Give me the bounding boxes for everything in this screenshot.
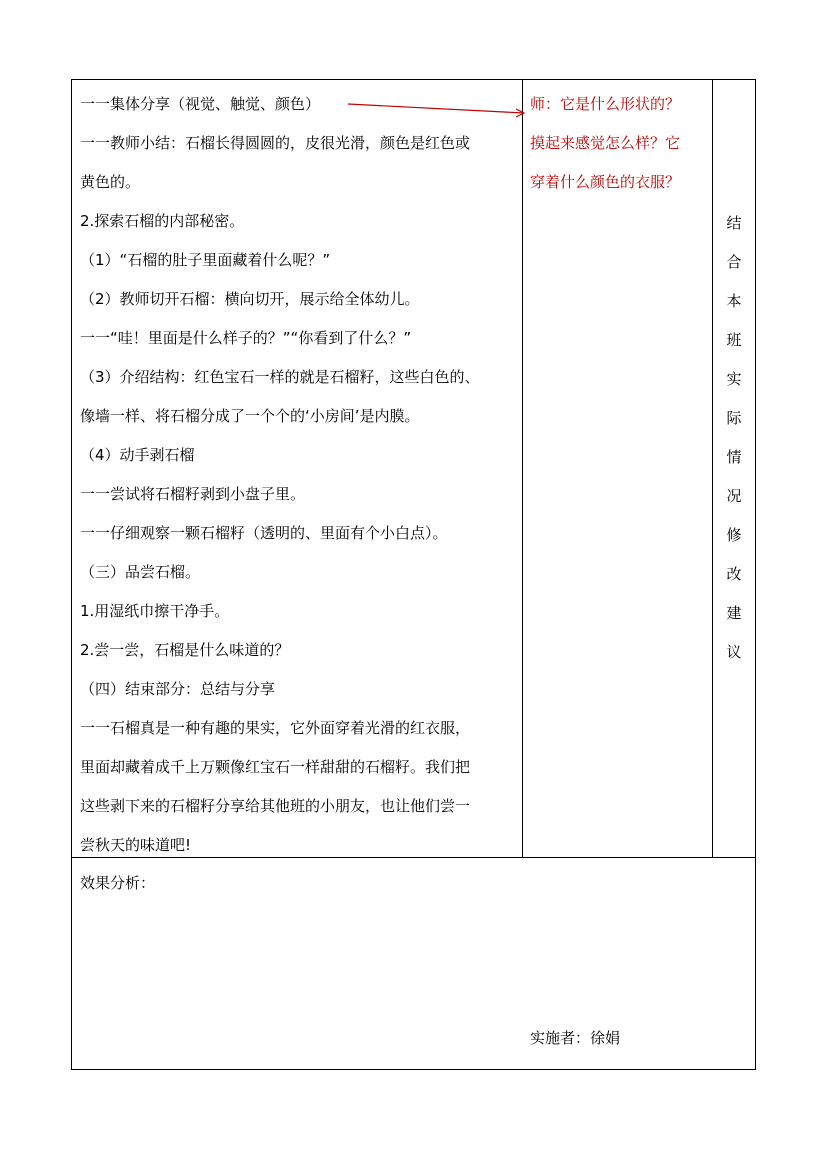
main-line: （1）“石榴的肚子里面藏着什么呢？” [80,251,331,269]
main-line: （四）结束部分：总结与分享 [80,680,276,698]
side-char: 况 [726,487,742,505]
main-line: 2.探索石榴的内部秘密。 [80,212,245,230]
annotation-line: 穿着什么颜色的衣服？ [530,173,681,191]
main-line: 一一教师小结：石榴长得圆圆的，皮很光滑，颜色是红色或 [80,134,471,152]
main-line: 一一尝试将石榴籽剥到小盘子里。 [80,485,306,503]
effect-analysis-label: 效果分析： [80,874,156,892]
side-char: 修 [726,526,742,544]
side-char: 班 [726,331,742,349]
side-char: 改 [726,565,742,583]
annotation-line: 摸起来感觉怎么样？它 [530,134,681,152]
main-line: （3）介绍结构：红色宝石一样的就是石榴籽，这些白色的、 [80,368,480,386]
main-line: 一一集体分享（视觉、触觉、颜色） [80,95,321,113]
main-line: （2）教师切开石榴：横向切开，展示给全体幼儿。 [80,290,420,308]
main-line: （三）品尝石榴。 [80,563,201,581]
side-char: 本 [726,292,742,310]
main-line: （4）动手剥石榴 [80,446,195,464]
side-char: 情 [726,448,742,466]
side-char: 建 [726,604,742,622]
main-line: 尝秋天的味道吧! [80,836,192,854]
annotation-line: 师：它是什么形状的？ [530,95,681,113]
main-line: 这些剥下来的石榴籽分享给其他班的小朋友，也让他们尝一 [80,797,471,815]
main-line: 1.用湿纸巾擦干净手。 [80,602,230,620]
side-char: 际 [726,409,742,427]
main-line: 一一“哇！里面是什么样子的？”“你看到了什么？” [80,329,412,347]
main-line: 2.尝一尝，石榴是什么味道的？ [80,641,290,659]
main-line: 里面却藏着成千上万颗像红宝石一样甜甜的石榴籽。我们把 [80,758,471,776]
main-line: 一一仔细观察一颗石榴籽（透明的、里面有个小白点）。 [80,524,448,542]
side-char: 结 [726,214,742,232]
main-line: 像墙一样、将石榴分成了一个个的‘小房间’是内膜。 [80,407,420,425]
main-line: 黄色的。 [80,173,141,191]
side-char: 议 [726,643,742,661]
main-line: 一一石榴真是一种有趣的果实，它外面穿着光滑的红衣服， [80,719,471,737]
side-char: 合 [726,253,742,271]
signature: 实施者：徐娟 [530,1029,621,1047]
side-char: 实 [726,370,742,388]
